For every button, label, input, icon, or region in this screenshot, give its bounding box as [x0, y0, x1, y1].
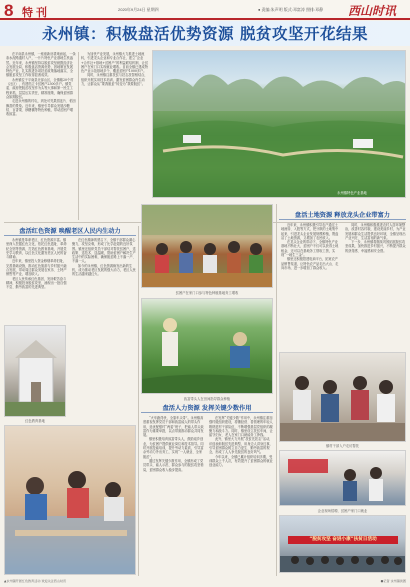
page-number: 8: [4, 1, 14, 20]
newspaper-logo: 西山时讯: [348, 4, 397, 18]
s1-paragraph: 永州镇是革命老区，红色资源丰富。镇里深入挖掘红色文化，依托红色遗址、革命纪念馆等资源，打造红色教育基地，开展党史学习教育，以红色文化激发老区人民的奋斗精神。: [6, 238, 67, 260]
event-banner: “脱贫攻坚 奋进小康”扶贫日活动: [288, 536, 398, 544]
s1-paragraph: 在红色精神的感召下，全镇干部群众凝心聚力，攻坚克难，形成了比学赶超的良好氛围。镇里还组织党员干部结对帮扶贫困户，送政策、送技术、送温暖，帮助贫困户解决生产生活中的实际困难，确保脱贫路上不落一户、不落一人。: [72, 238, 136, 264]
lead-column-1: [6, 52, 76, 220]
field-guidance-photo: [141, 298, 273, 394]
column-divider: [78, 52, 79, 220]
s1-paragraph: 近年来，镇里投入资金修缮革命旧址，完善基础设施，推动红色旅游与乡村振兴融合发展，带动周边群众发展农家乐、土特产销售等产业，增加收入。: [6, 259, 67, 277]
s3-paragraph: 近年来，永州镇积极引导农户通过土地流转、入股等方式，把分散的土地集中起来，引进龙头企业发展规模种植，既盘活了土地资源，又增加了农民收入。: [281, 223, 339, 240]
meeting-illustration: [280, 353, 406, 442]
building-caption: 红色教育基地: [25, 419, 45, 423]
meeting-photo-caption: 镇村干部入户走访帮扶: [326, 444, 359, 448]
crowd-illustration: [280, 516, 406, 573]
s3-paragraph: 在龙头企业的带动下，全镇特色产业基地不断壮大，贫困户不仅可以获得土地租金，还可以在基地务工领取工资，实现“一地生三金”。: [281, 240, 339, 258]
s2-paragraph: 镇里积极培育致富带头人，鼓励返乡创业，为贫困户提供就业岗位和技术指导。同时开展技能培训，提升劳动力素质，引导富余劳动力外出务工，实现“一人就业、全家脱贫”。: [143, 437, 204, 459]
section-title-land-resources: 盘活土地资源 释放龙头企业带富力: [295, 212, 390, 219]
main-landscape-photo: [152, 50, 406, 198]
s3-paragraph: 同时，永州镇积极推进农村人居环境整治，改善村容村貌，建设美丽乡村，为产业发展和群众生活提供良好环境，全镇呈现出产业兴旺、生活富裕的新气象。: [345, 223, 406, 240]
section-rule: [279, 219, 406, 220]
s2-column-2: [209, 416, 273, 576]
s3-paragraph: 镇里还积极搭建电商平台，拓宽农产品销售渠道，让特色农产品走出大山、走向市场，进一步增加了群众收入。: [281, 257, 339, 270]
expo-event-photo: [279, 515, 406, 573]
lead-column-2: [81, 52, 149, 220]
lead-paragraph: 在平南县永州镇，一座座新房拔地而起，一条条水泥路通村入户，一片片特色产业基地生机盎然。近年来，永州镇坚持以脱贫攻坚统揽经济社会发展全局，积极盘活资源优势，因地制宜发展特色产业，扎实推进各项扶贫政策落地落实，全镇脱贫攻坚工作取得显著成效。: [6, 52, 76, 78]
s3-column-1: [281, 223, 341, 349]
s2-paragraph: 通过发挥关键少数作用，全镇形成了党员带头、能人示范、群众参与的脱贫攻坚格局，贫困群众收入稳步提高。: [143, 458, 204, 472]
karst-hills-illustration: [153, 51, 406, 198]
lead-paragraph: 为加快产业发展，永州镇大力推进土地流转，引进龙头企业和专业合作社，建立“企业+合作社+基地+贫困户”的利益联结机制，让贫困户在家门口实现就业增收。目前全镇已建成特色产业示范基地多个，覆盖贫困户1000多户。: [81, 52, 149, 74]
fruit-photo-caption: 贫困户在家门口参与特色种植基地务工增收: [175, 291, 239, 295]
headline: 永州镇：积极盘活优势资源 脱贫攻坚开花结果: [42, 25, 368, 43]
section-title-red-resources: 盘活红色资源 唤醒老区人民内生动力: [19, 228, 121, 235]
field-photo-caption: 致富带头人在田间指导群众种植: [183, 397, 231, 401]
editor-credits: ● 责编:朱声明 版式:邓富涛 照排:邓静: [258, 7, 324, 12]
main-photo-caption: 永州镇特色产业基地: [337, 191, 367, 195]
recruitment-photo: [279, 450, 406, 506]
lead-paragraph: 走进永州镇的村屯，到处可见果园连片、稻田飘香的景象。近年来，镇里引导群众发展沙糖桔、百香果、砂糖橘等特色种植，带动贫困户增收致富。: [6, 99, 76, 117]
s3-column-2: [345, 223, 406, 349]
section-title-human-resources: 盘活人力资源 发挥关键少数作用: [162, 405, 252, 412]
training-class-photo: [4, 425, 136, 575]
s1-paragraph: 如今的永州镇，红色资源焕发出新的生机，成为推动老区发展的强大动力，老区人民的生活越来越红火。: [72, 263, 136, 277]
column-divider: [276, 204, 277, 576]
harvest-illustration: [142, 205, 273, 288]
classroom-illustration: [5, 426, 136, 575]
footer-right: ●记者 永州镇供图: [380, 579, 406, 583]
s1-column-2: [72, 238, 136, 322]
section-rule: [4, 235, 136, 236]
s2-paragraph: 此外，镇里大力开展“扶贫先扶志”活动，评选表彰脱贫先进典型，用身边人讲身边事，引导贫困群众树立自力更生、勤劳致富的观念，形成了人人争先脱贫的良好风气。: [209, 437, 273, 455]
recruitment-caption: 企业现场招聘，贫困户家门口就业: [317, 509, 368, 513]
building-illustration: [5, 326, 66, 417]
s2-paragraph: 在发挥“关键少数”作用中，永州镇注重加强村级组织建设，将懂经营、善管理的年轻人吸纳进村干部队伍，不断增强基层党组织的凝聚力和战斗力。同时，镇里设立扶贫车间，让留守妇女、老人在家门口就能务工挣钱。: [209, 416, 273, 438]
section-rule: [141, 412, 273, 413]
visit-meeting-photo: [279, 352, 406, 442]
s2-paragraph: “火车跑得快，全靠车头带”。永州镇高度重视发挥党员干部和致富能人的带头作用，选优配强村“两委”班子，把能人带头致富作为重要举措，以点带面推动群众共同发展。: [143, 416, 204, 438]
field-illustration: [142, 299, 273, 394]
red-base-building-photo: [4, 325, 66, 417]
fruit-harvest-photo: [141, 204, 273, 288]
section-label: 特刊: [22, 7, 50, 19]
s2-column-1: [143, 416, 205, 576]
issue-date: 2020年9月24日 星期四: [118, 7, 159, 12]
lead-paragraph: 同时，永州镇注重扶贫与扶志扶智相结合，组织开展实用技术培训，激发贫困群众内生动力，让群众从“要我脱贫”转变为“我要脱贫”。: [81, 73, 148, 87]
s1-paragraph: 老区人民传承红色基因，发扬艰苦奋斗精神，积极投身脱贫攻坚，涌现出一批自强不息、勤劳致富的先进典型。: [6, 276, 67, 290]
lead-paragraph: 永州镇位于平南县北部山区，全镇辖20个村（社区），有建档立卡贫困户2300多户。镇党委、政府把脱贫攻坚作为头等大事和第一民生工程来抓，层层压实责任，精准施策，确保贫困群众如期脱贫。: [6, 77, 74, 99]
column-divider: [138, 226, 139, 576]
s2-paragraph: 今年以来，全镇已累计组织培训多期，受训群众上千人次，有效提升了贫困群众的就业创业能力。: [209, 454, 273, 468]
recruitment-illustration: [280, 451, 406, 506]
footer-left: ▲永州镇开展红色教育活动 欢迎关注西山时讯: [4, 579, 67, 583]
s3-paragraph: 下一步，永州镇将继续巩固拓展脱贫攻坚成果，加快推进乡村振兴，不断提升群众的获得感、幸福感和安全感。: [345, 240, 406, 253]
s1-column-1: [6, 238, 68, 322]
